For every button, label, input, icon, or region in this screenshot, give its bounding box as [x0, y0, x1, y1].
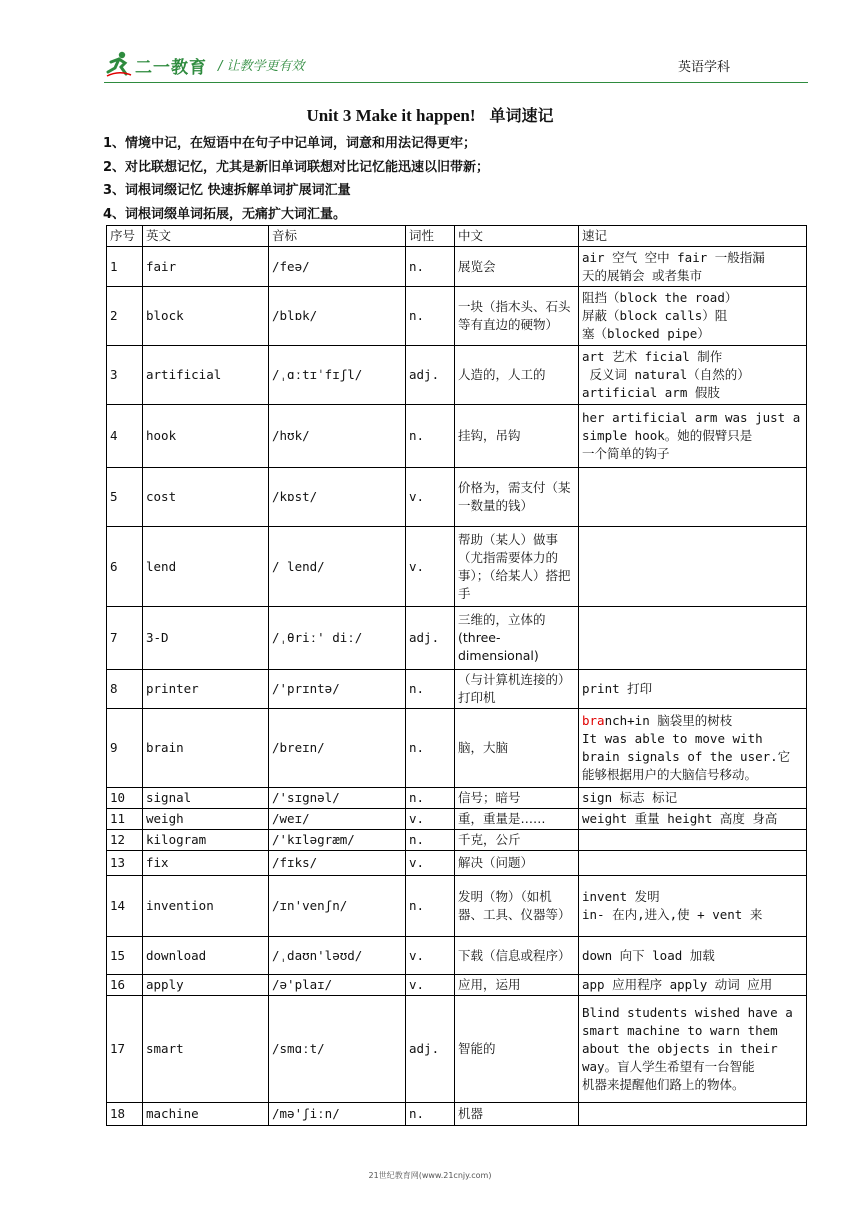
- memo-cell: [579, 607, 807, 670]
- memo-cell: [579, 975, 807, 996]
- table-row: [107, 876, 807, 937]
- english-word-cell: 3-D: [143, 607, 269, 670]
- table-header-row: [107, 226, 807, 247]
- memo-line: app 应用程序 apply 动词 应用: [582, 977, 773, 992]
- intro-list: [103, 132, 823, 226]
- word-number-cell: 10: [107, 788, 143, 809]
- title-english: Unit 3 Make it happen!: [306, 106, 476, 125]
- word-number-cell: 9: [107, 709, 143, 788]
- word-number-cell: 5: [107, 468, 143, 527]
- phonetic-cell: /mə'ʃiːn/: [269, 1103, 406, 1126]
- part-of-speech-cell: adj.: [406, 607, 455, 670]
- part-of-speech-cell: v.: [406, 468, 455, 527]
- title-chinese: 单词速记: [489, 106, 554, 125]
- memo-line: 能够根据用户的大脑信号移动。: [582, 767, 758, 782]
- english-word-cell: fair: [143, 247, 269, 287]
- header-chinese: 中文: [455, 226, 579, 247]
- phonetic-cell: /fɪks/: [269, 851, 406, 876]
- part-of-speech-cell: n.: [406, 709, 455, 788]
- memo-cell: [579, 788, 807, 809]
- slogan: / 让教学更有效: [218, 59, 305, 74]
- word-number-cell: 1: [107, 247, 143, 287]
- memo-line: weight 重量 height 高度 身高: [582, 811, 778, 826]
- header-number: 序号: [107, 226, 143, 247]
- part-of-speech-cell: adj.: [406, 996, 455, 1103]
- memo-line: invent 发明: [582, 889, 660, 904]
- table-row: [107, 247, 807, 287]
- table-row: [107, 287, 807, 346]
- part-of-speech-cell: v.: [406, 975, 455, 996]
- chinese-meaning-cell: 发明（物）（如机器、工具、仪器等）: [455, 876, 579, 937]
- word-number-cell: 11: [107, 809, 143, 830]
- table-row: [107, 975, 807, 996]
- table-row: [107, 468, 807, 527]
- table-row: [107, 670, 807, 709]
- memo-line: 天的展销会 或者集市: [582, 267, 703, 283]
- english-word-cell: artificial: [143, 346, 269, 405]
- english-word-cell: invention: [143, 876, 269, 937]
- english-word-cell: signal: [143, 788, 269, 809]
- word-number-cell: 2: [107, 287, 143, 346]
- memo-cell: [579, 670, 807, 709]
- phonetic-cell: /'kɪləgræm/: [269, 830, 406, 851]
- word-number-cell: 7: [107, 607, 143, 670]
- chinese-meaning-cell: （与计算机连接的）打印机: [455, 670, 579, 709]
- memo-line: It was able to move with: [582, 731, 763, 746]
- memo-cell: [579, 1103, 807, 1126]
- memo-cell: [579, 468, 807, 527]
- part-of-speech-cell: n.: [406, 830, 455, 851]
- brand-logo: [105, 48, 225, 80]
- chinese-meaning-cell: 展览会: [455, 247, 579, 287]
- table-row: [107, 405, 807, 468]
- word-number-cell: 14: [107, 876, 143, 937]
- phonetic-cell: /blɒk/: [269, 287, 406, 346]
- chinese-meaning-cell: 解决（问题）: [455, 851, 579, 876]
- chinese-meaning-cell: 挂钩，吊钩: [455, 405, 579, 468]
- header-english: 英文: [143, 226, 269, 247]
- chinese-meaning-cell: 帮助（某人）做事（尤指需要体力的事）；（给某人）搭把手: [455, 527, 579, 607]
- vocabulary-table: [106, 225, 807, 1126]
- phonetic-cell: /weɪ/: [269, 809, 406, 830]
- chinese-meaning-cell: 下载（信息或程序）: [455, 937, 579, 975]
- memo-line: 塞（blocked pipe）: [582, 326, 710, 341]
- part-of-speech-cell: n.: [406, 247, 455, 287]
- part-of-speech-cell: n.: [406, 405, 455, 468]
- english-word-cell: fix: [143, 851, 269, 876]
- english-word-cell: block: [143, 287, 269, 346]
- memo-line: smart machine to warn them: [582, 1023, 778, 1038]
- english-word-cell: cost: [143, 468, 269, 527]
- memo-cell: [579, 876, 807, 937]
- phonetic-cell: /feə/: [269, 247, 406, 287]
- phonetic-cell: /ə'plaɪ/: [269, 975, 406, 996]
- memo-line: her artificial arm was just a: [582, 410, 801, 425]
- memo-line: simple hook。她的假臂只是: [582, 428, 753, 443]
- word-number-cell: 3: [107, 346, 143, 405]
- word-number-cell: 12: [107, 830, 143, 851]
- english-word-cell: kilogram: [143, 830, 269, 851]
- memo-line: way。盲人学生希望有一台智能: [582, 1059, 755, 1074]
- header-divider: [104, 82, 808, 83]
- part-of-speech-cell: n.: [406, 788, 455, 809]
- english-word-cell: machine: [143, 1103, 269, 1126]
- word-number-cell: 8: [107, 670, 143, 709]
- word-number-cell: 4: [107, 405, 143, 468]
- table-row: [107, 809, 807, 830]
- intro-item: 3、词根词缀记忆 快速拆解单词扩展词汇量: [103, 183, 351, 198]
- intro-item: 2、对比联想记忆，尤其是新旧单词联想对比记忆能迅速以旧带新；: [103, 159, 490, 175]
- memo-line: 阻挡（block the road）: [582, 290, 738, 305]
- memo-line: brain signals of the user.它: [582, 749, 791, 764]
- table-row: [107, 1103, 807, 1126]
- table-row: [107, 607, 807, 670]
- english-word-cell: apply: [143, 975, 269, 996]
- memo-cell: [579, 405, 807, 468]
- english-word-cell: hook: [143, 405, 269, 468]
- table-row: [107, 527, 807, 607]
- part-of-speech-cell: v.: [406, 851, 455, 876]
- word-number-cell: 13: [107, 851, 143, 876]
- memo-cell: [579, 937, 807, 975]
- subject-label: 英语学科: [678, 60, 731, 75]
- memo-line: 反义词 natural（自然的）: [582, 367, 750, 382]
- table-row: [107, 937, 807, 975]
- phonetic-cell: /ˌθriː' diː/: [269, 607, 406, 670]
- memo-line: down 向下 load 加载: [582, 947, 715, 963]
- table-row: [107, 788, 807, 809]
- phonetic-cell: /ˌɑːtɪˈfɪʃl/: [269, 346, 406, 405]
- part-of-speech-cell: adj.: [406, 346, 455, 405]
- phonetic-cell: /'prɪntə/: [269, 670, 406, 709]
- page-header: [0, 0, 860, 90]
- chinese-meaning-cell: 价格为，需支付（某一数量的钱）: [455, 468, 579, 527]
- memo-cell: [579, 527, 807, 607]
- chinese-meaning-cell: 应用，运用: [455, 975, 579, 996]
- english-word-cell: lend: [143, 527, 269, 607]
- word-number-cell: 17: [107, 996, 143, 1103]
- memo-line: 机器来提醒他们路上的物体。: [582, 1077, 745, 1092]
- header-phonetic: 音标: [269, 226, 406, 247]
- memo-highlight: bra: [582, 713, 605, 728]
- chinese-meaning-cell: 脑，大脑: [455, 709, 579, 788]
- intro-item: 1、情境中记，在短语中在句子中记单词，词意和用法记得更牢；: [103, 136, 477, 151]
- part-of-speech-cell: v.: [406, 809, 455, 830]
- memo-line: sign 标志 标记: [582, 790, 678, 805]
- runner-logo-icon: [105, 50, 133, 78]
- table-row: [107, 851, 807, 876]
- memo-cell: [579, 809, 807, 830]
- memo-line: print 打印: [582, 681, 653, 696]
- memo-cell: [579, 346, 807, 405]
- table-row: [107, 709, 807, 788]
- part-of-speech-cell: v.: [406, 937, 455, 975]
- chinese-meaning-cell: 人造的，人工的: [455, 346, 579, 405]
- memo-cell: [579, 830, 807, 851]
- memo-cell: [579, 996, 807, 1103]
- chinese-meaning-cell: 信号；暗号: [455, 788, 579, 809]
- english-word-cell: printer: [143, 670, 269, 709]
- memo-line: in- 在内,进入,使 + vent 来: [582, 907, 763, 922]
- part-of-speech-cell: n.: [406, 670, 455, 709]
- english-word-cell: weigh: [143, 809, 269, 830]
- memo-cell: [579, 709, 807, 788]
- header-memo: 速记: [579, 226, 807, 247]
- memo-line: [582, 712, 803, 730]
- memo-line: 屏蔽（block calls）阻: [582, 308, 728, 323]
- chinese-meaning-cell: 重，重量是……: [455, 809, 579, 830]
- table-row: [107, 346, 807, 405]
- phonetic-cell: /kɒst/: [269, 468, 406, 527]
- memo-cell: [579, 287, 807, 346]
- page-footer: 21世纪教育网(www.21cnjy.com): [368, 1171, 492, 1180]
- word-number-cell: 6: [107, 527, 143, 607]
- word-number-cell: 15: [107, 937, 143, 975]
- phonetic-cell: /hʊk/: [269, 405, 406, 468]
- chinese-meaning-cell: 一块（指木头、石头等有直边的硬物）: [455, 287, 579, 346]
- intro-item: 4、词根词缀单词拓展，无痛扩大词汇量。: [103, 206, 347, 222]
- word-number-cell: 16: [107, 975, 143, 996]
- memo-line: 一个简单的钩子: [582, 446, 670, 461]
- chinese-meaning-cell: 智能的: [455, 996, 579, 1103]
- table-row: [107, 830, 807, 851]
- word-number-cell: 18: [107, 1103, 143, 1126]
- memo-line: air 空气 空中 fair 一般指漏: [582, 249, 765, 265]
- header-part-of-speech: 词性: [406, 226, 455, 247]
- phonetic-cell: / lend/: [269, 527, 406, 607]
- memo-cell: [579, 247, 807, 287]
- memo-line: about the objects in their: [582, 1041, 778, 1056]
- chinese-meaning-cell: 三维的，立体的(three-dimensional): [455, 607, 579, 670]
- memo-cell: [579, 851, 807, 876]
- memo-text: nch+in 脑袋里的树枝: [604, 713, 733, 728]
- part-of-speech-cell: n.: [406, 1103, 455, 1126]
- memo-line: artificial arm 假肢: [582, 385, 720, 400]
- memo-line: art 艺术 ficial 制作: [582, 349, 723, 364]
- memo-line: Blind students wished have a: [582, 1005, 793, 1020]
- part-of-speech-cell: n.: [406, 287, 455, 346]
- chinese-meaning-cell: 机器: [455, 1103, 579, 1126]
- phonetic-cell: /ɪn'venʃn/: [269, 876, 406, 937]
- english-word-cell: brain: [143, 709, 269, 788]
- english-word-cell: download: [143, 937, 269, 975]
- phonetic-cell: /smɑːt/: [269, 996, 406, 1103]
- phonetic-cell: /ˌdaʊn'ləʊd/: [269, 937, 406, 975]
- chinese-meaning-cell: 千克，公斤: [455, 830, 579, 851]
- phonetic-cell: /'sɪgnəl/: [269, 788, 406, 809]
- phonetic-cell: /breɪn/: [269, 709, 406, 788]
- logo-text: 二一教育: [135, 58, 207, 78]
- part-of-speech-cell: n.: [406, 876, 455, 937]
- table-row: [107, 996, 807, 1103]
- document-title: [0, 103, 860, 126]
- english-word-cell: smart: [143, 996, 269, 1103]
- part-of-speech-cell: v.: [406, 527, 455, 607]
